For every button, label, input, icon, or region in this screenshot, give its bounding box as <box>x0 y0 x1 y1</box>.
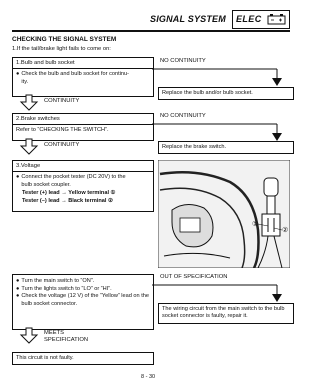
bullet-icon: ● <box>16 285 20 292</box>
bullet-icon: ● <box>16 71 20 77</box>
step4-yes-label <box>44 330 88 344</box>
step1-bullet-line1: Check the bulb and bulb socket for continu- <box>21 71 129 77</box>
bullet-icon: ● <box>16 174 20 180</box>
down-arrow-icon <box>20 95 38 111</box>
step2-yes-label: CONTINUITY <box>44 142 80 148</box>
down-arrow-icon <box>20 328 38 344</box>
step1-no-action: Replace the bulb and/or bulb socket. <box>162 90 253 96</box>
step4-bullet-2: Turn the lights switch to “LO” or “HI”. <box>21 285 112 292</box>
step1-yes-label: CONTINUITY <box>44 98 80 104</box>
step2-head: 2.Brake switches <box>13 114 153 125</box>
tester-negative-lead: Tester (–) lead → Black terminal ② <box>22 197 114 204</box>
conclusion-box <box>12 352 154 365</box>
step3-head: 3.Voltage <box>13 161 153 172</box>
step1-box <box>12 57 154 97</box>
down-arrow-icon <box>20 139 38 155</box>
right-branch-arrow-icon <box>152 282 292 304</box>
bullet-icon: ● <box>16 293 20 300</box>
right-branch-arrow-icon <box>152 66 292 88</box>
section-title: CHECKING THE SIGNAL SYSTEM <box>12 36 117 43</box>
step2-no-action: Replace the brake switch. <box>162 144 227 150</box>
step3-bullet-line1: Connect the pocket tester (DC 20V) to the <box>21 174 126 180</box>
step1-head: 1.Bulb and bulb socket <box>13 58 153 69</box>
step4-bullet-1: Turn the main switch to “ON”. <box>21 278 95 284</box>
header-rule <box>12 30 290 32</box>
callout-1-label: ① <box>252 221 259 228</box>
step4-body <box>13 275 153 310</box>
step1-bullet-line2: ity. <box>21 78 29 85</box>
bulb-socket-illustration <box>158 160 290 268</box>
step1-no-action-box <box>158 87 294 100</box>
step3-bullet-line2: bulb socket coupler. <box>21 181 71 188</box>
battery-icon <box>267 13 286 25</box>
step4-no-action: The wiring circuit from the main switch to the bulb socket connector is faulty, repair it. <box>162 306 285 320</box>
conclusion-text: This circuit is not faulty. <box>16 355 74 361</box>
step4-no-action-box <box>158 303 294 324</box>
right-branch-arrow-icon <box>152 121 292 143</box>
step1-no-label: NO CONTINUITY <box>160 58 206 64</box>
specification-label: SPECIFICATION <box>44 336 89 343</box>
step2-no-action-box <box>158 141 294 154</box>
page-number: 8 - 30 <box>141 374 156 380</box>
intro-text: 1.If the tail/brake light fails to come on: <box>12 46 111 52</box>
step2-no-label: NO CONTINUITY <box>160 113 206 119</box>
step4-box <box>12 274 154 330</box>
step1-body <box>13 69 153 88</box>
step2-body: Refer to “CHECKING THE SWITCH”. <box>16 127 109 133</box>
step3-body <box>13 172 153 207</box>
page-header-title: SIGNAL SYSTEM <box>150 14 226 24</box>
meets-label: MEETS <box>44 330 64 336</box>
bullet-icon: ● <box>16 278 20 284</box>
elec-badge <box>232 10 290 29</box>
elec-badge-label: ELEC <box>236 14 262 24</box>
step2-box <box>12 113 154 141</box>
step4-no-label: OUT OF SPECIFICATION <box>160 274 228 280</box>
step4-bullet-3: Check the voltage (12 V) of the “Yellow” lead on the bulb socket connector. <box>21 293 149 307</box>
callout-2-label: ② <box>282 227 289 234</box>
tester-positive-lead: Tester (+) lead → Yellow terminal ① <box>22 190 116 197</box>
step3-box <box>12 160 154 212</box>
